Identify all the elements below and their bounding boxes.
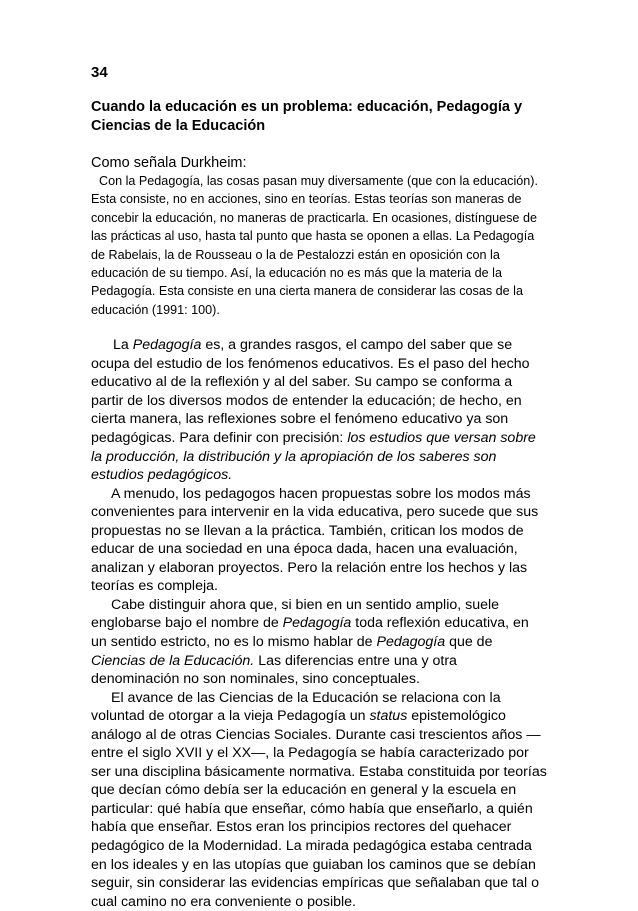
paragraph-3-text-d: Las diferencias entre una y otra denominación no son nominales, sino conceptuales. <box>91 652 457 688</box>
page-content <box>91 64 547 911</box>
paragraph-1-text-b: es, a grandes rasgos, el campo del saber que se ocupa del estudio de los fenómenos educativos. Es el paso del hecho educativo al de la reflexión y al del saber. Su campo se conforma a partir de los diversos modos de entender la educación; de hecho, en cierta manera, las reflexiones sobre el fenómeno educativo ya son pedagógicas. Para definir con precisión: <box>91 337 530 446</box>
paragraph-3-text-a: Cabe distinguir ahora que, si bien en un sentido amplio, suele englobarse bajo el nombre de <box>91 596 500 632</box>
paragraph-1 <box>91 336 547 484</box>
paragraph-4 <box>91 689 547 911</box>
paragraph-3-italic-ciencias: Ciencias de la Educación. <box>91 652 255 669</box>
paragraph-4-italic-status: status <box>369 708 408 725</box>
body-text <box>91 336 547 911</box>
paragraph-3-italic-pedagogia-2: Pedagogía <box>376 634 446 650</box>
intro-line: Como señala Durkheim: <box>91 155 247 171</box>
paragraph-3-text-b: toda reflexión educativa, en un sentido estricto, no es lo mismo hablar de <box>91 615 529 650</box>
paragraph-1-italic-definition: los estudios que versan sobre la producción, la distribución y la apropiación de los saberes son estudios pedagógicos. <box>91 429 536 484</box>
paragraph-1-text-a: La <box>113 337 133 354</box>
paragraph-3 <box>91 596 547 689</box>
paragraph-2: A menudo, los pedagogos hacen propuestas sobre los modos más convenientes para intervenir en la vida educativa, pero sucede que sus propuestas no se llevan a la práctica. También, critican los modos de educar de una sociedad en una época dada, hacen una evaluación, analizan y elaboran proyectos. Pero la relación entre los hechos y las teorías es compleja. <box>91 485 539 595</box>
paragraph-1-italic-pedagogia: Pedagogía <box>132 337 202 354</box>
paragraph-3-text-c: que de <box>445 634 493 650</box>
paragraph-4-text-a: El avance de las Ciencias de la Educación se relaciona con la voluntad de otorgar a la vieja Pedagogía un <box>91 689 501 725</box>
paragraph-3-italic-pedagogia-1: Pedagogía <box>282 615 352 632</box>
durkheim-quote: Con la Pedagogía, las cosas pasan muy diversamente (que con la educación). Esta consiste, no en acciones, sino en teorías. Estas teorías son maneras de concebir la educación, no maneras de practicarla. En ocasiones, distínguese de las prácticas al uso, hasta tal punto que hasta se oponen a ellas. La Pedagogía de Rabelais, la de Rousseau o la de Pestalozzi están en oposición con la educación de su tiempo. Así, la educación no es más que la materia de la Pedagogía. Esta consiste en una cierta manera de considerar las cosas de la educación (1991: 100). <box>91 174 538 317</box>
page-number: 34 <box>91 64 108 81</box>
section-heading: Cuando la educación es un problema: educación, Pedagogía y Ciencias de la Educación <box>91 99 523 134</box>
paragraph-4-text-b: epistemológico análogo al de otras Ciencias Sociales. Durante casi trescientos años —entre el siglo XVII y el XX—, la Pedagogía se había caracterizado por ser una disciplina básicamente normativa. Estaba constituida por teorías que decían cómo debía ser la educación en general y la escuela en particular: qué había que enseñar, cómo había que enseñarlo, a quién había que enseñar. Estos eran los principios rectores del quehacer pedagógico de la Modernidad. La mirada pedagógica estaba centrada en los ideales y en las utopías que guiaban los caminos que se debían seguir, sin considerar las evidencias empíricas que señalaban que tal o cual camino no era conveniente o posible. <box>91 708 547 910</box>
